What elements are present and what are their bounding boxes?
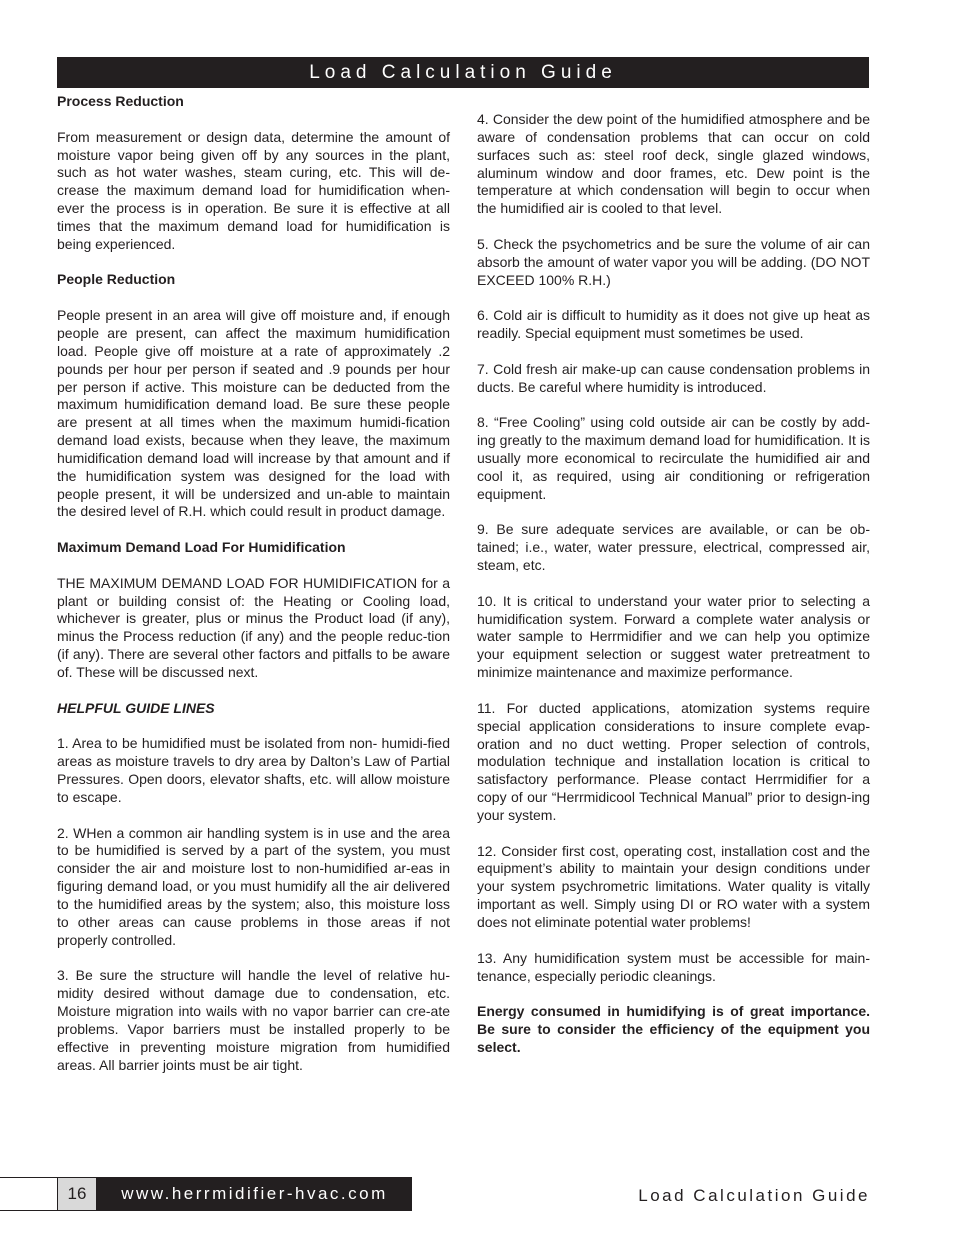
left-column	[57, 93, 450, 1092]
website-url: www.herrmidifier-hvac.com	[121, 1184, 388, 1203]
heading-helpful-guide-lines: HELPFUL GUIDE LINES	[57, 699, 215, 716]
heading-people-reduction: People Reduction	[57, 271, 176, 288]
footer-title: Load Calculation Guide	[638, 1186, 870, 1205]
page-header-title: Load Calculation Guide	[309, 61, 617, 83]
guideline-item: 8. “Free Cooling” using cold outside air can be costly by add-ing greatly to the maximum demand load for humidification. It is usually more economical to recirculate the humidified air and cool it, as required, using air conditioning or refrigeration equipment.	[477, 414, 870, 502]
heading-maximum-demand-load: Maximum Demand Load For Humidification	[57, 539, 346, 556]
footer-rule	[0, 1177, 57, 1211]
guideline-item: 13. Any humidification system must be accessible for main-tenance, especially periodic cleanings.	[477, 949, 870, 984]
guideline-item: 11. For ducted applications, atomization systems require special application considerations to insure complete evap-oration and no duct wetting. Proper selection of controls, modulation technique and installation location is critical to satisfactory performance. Please contact Herrmidifier for a copy of our “Herrmidicool Technical Manual” prior to design-ing your system.	[477, 699, 870, 823]
guideline-item: 3. Be sure the structure will handle the level of relative hu-midity desired without damage due to condensation, etc. Moisture migration into wails with no vapor barrier can cre-ate problems. Vapor barriers must be installed properly to be effective in preventing moisture migration from humidified areas. All barrier joints must be air tight.	[57, 967, 450, 1073]
right-column	[477, 111, 870, 1075]
guideline-item: 7. Cold fresh air make-up can cause condensation problems in ducts. Be careful where humidity is introduced.	[477, 360, 870, 395]
energy-note: Energy consumed in humidifying is of great importance. Be sure to consider the efficiency of the equipment you select.	[477, 1003, 870, 1055]
guideline-item: 6. Cold air is difficult to humidity as it does not give up heat as readily. Special equipment must sometimes be used.	[477, 307, 870, 342]
page-number	[57, 1177, 97, 1211]
guideline-item: 2. WHen a common air handling system is in use and the area to be humidified is served by a part of the system, you must consider the air and moisture lost to non-humidified ar-eas in figuring demand load, or you must humidify all the air delivered to the humidified areas by the system; also, this moisture loss to other areas can cause problems in those areas if not properly controlled.	[57, 824, 450, 948]
guideline-item: 9. Be sure adequate services are available, or can be ob-tained; i.e., water, water pressure, electrical, compressed air, steam, etc.	[477, 521, 870, 574]
guideline-item: 4. Consider the dew point of the humidified atmosphere and be aware of condensation problems that can occur on cold surfaces such as: steel roof deck, single glazed windows, aluminum window and door frames, etc. Dew point is the temperature at which condensation will begin to occur when the humidified air is cooled to that level.	[477, 111, 870, 217]
website-bar	[97, 1177, 412, 1211]
paragraph: People present in an area will give off moisture and, if enough people are present, can affect the maximum humidification load. People give off moisture at a rate of approximately .2 pounds per hour per person if seated and .9 pounds per hour per person if active. This moisture can be deducted from the maximum humidification demand load. Be sure these people are present at all times when the maximum humidi-fication demand load exists, because when they leave, the maximum humidification demand load will increase by that amount and if the humidification system was designed for the load with people present, it will be undersized and un-able to maintain the desired level of R.H. which could result in product damage.	[57, 307, 450, 520]
header-bar	[57, 57, 869, 88]
guideline-item: 12. Consider first cost, operating cost, installation cost and the equipment’s ability to maintain your design conditions under your system psychrometric limitations. Water quality is vitally important as well. Simply using DI or RO water with a system does not eliminate potential water problems!	[477, 842, 870, 930]
paragraph: From measurement or design data, determine the amount of moisture vapor being given off by any sources in the plant, such as hot water washes, steam curing, etc. This will de-crease the maximum demand load for humidification when-ever the process is in operation. Be sure it is effective at all times that the maximum demand load for humidification is being experienced.	[57, 128, 450, 252]
guideline-item: 5. Check the psychometrics and be sure the volume of air can absorb the amount of water vapor you will be adding. (DO NOT EXCEED 100% R.H.)	[477, 235, 870, 288]
guideline-item: 10. It is critical to understand your water prior to selecting a humidification system. Forward a complete water analysis or water sample to Herrmidifier and we can help you optimize your equipment selection or suggest water pretreatment to minimize maintenance and maximize performance.	[477, 592, 870, 681]
paragraph: THE MAXIMUM DEMAND LOAD FOR HUMIDIFICATION for a plant or building consist of: the Heating or Cooling load, whichever is greater, plus or minus the Product load (if any), minus the Process reduction (if any) and the people reduc-tion (if any). There are several other factors and pitfalls to be aware of. These will be discussed next.	[57, 574, 450, 680]
heading-process-reduction: Process Reduction	[57, 93, 184, 109]
guideline-item: 1. Area to be humidified must be isolated from non- humidi-fied areas as moisture travels to dry area by Dalton’s Law of Partial Pressures. Open doors, elevator shafts, etc. will allow moisture to escape.	[57, 735, 450, 805]
page-number-text: 16	[67, 1184, 87, 1203]
